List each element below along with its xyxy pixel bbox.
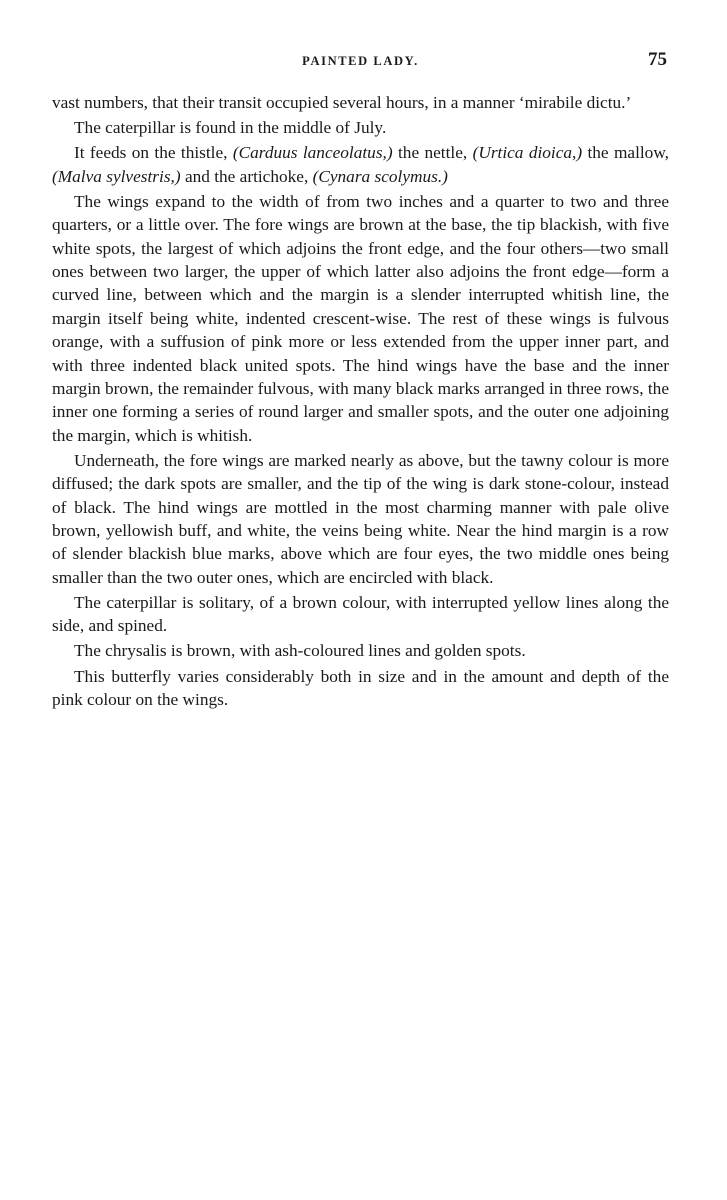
paragraph-wings-underside: Underneath, the fore wings are marked nearly as above, but the tawny colour is more diffused; the dark spots are smaller, and the tip of the wing is dark stone-colour, instead of black. The hind wings are mottled in the most charming manner with pale olive brown, yellowish buff, and white, the veins being white. Near the hind margin is a row of slender blackish blue marks, above which are four eyes, the two middle ones being smaller than the two outer ones, which are encircled with black. (52, 450, 669, 587)
paragraph-continuation: vast numbers, that their transit occupied several hours, in a manner ‘mirabile dictu.’ (52, 93, 632, 112)
paragraph-caterpillar-description: The caterpillar is solitary, of a brown colour, with interrupted yellow lines along the side, and spined. (52, 592, 669, 636)
running-head (52, 49, 669, 74)
species-carduus: (Carduus lanceolatus,) (232, 143, 393, 163)
food-text-2: the nettle, (392, 143, 473, 163)
food-text-4: and the artichoke, (180, 166, 313, 186)
food-text-1: It feeds on the thistle, (74, 143, 233, 163)
food-text-3: the mallow, (582, 143, 670, 163)
species-urtica: (Urtica dioica,) (472, 143, 583, 163)
species-malva: (Malva sylvestris,) (52, 166, 181, 186)
species-cynara: (Cynara scolymus.) (312, 166, 448, 186)
paragraph-food-plants (52, 141, 669, 188)
body-text (52, 91, 669, 713)
paragraph-caterpillar-season: The caterpillar is found in the middle of July. (74, 118, 387, 138)
paragraph-chrysalis: The chrysalis is brown, with ash-coloured lines and golden spots. (74, 641, 526, 661)
running-title: PAINTED LADY. (302, 54, 419, 68)
page-number: 75 (648, 49, 667, 70)
paragraph-wings-upperside: The wings expand to the width of from two inches and a quarter to two and three quarters, or a little over. The fore wings are brown at the base, the tip blackish, with five white spots, the largest of which adjoins the front edge, and the four others—two small ones between two larger, the upper of which latter also adjoins the front edge—form a curved line, between which and the margin is a slender interrupted whitish line, the margin itself being white, indented crescent-wise. The rest of these wings is fulvous orange, with a suffusion of pink more or less extended from the upper inner part, and with three indented black united spots. The hind wings have the base and the inner margin brown, the remainder fulvous, with many black marks arranged in three rows, the inner one forming a series of round larger and smaller spots, and the outer one adjoining the margin, which is whitish. (52, 191, 669, 445)
paragraph-variation: This butterfly varies considerably both in size and in the amount and depth of the pink colour on the wings. (52, 666, 669, 709)
